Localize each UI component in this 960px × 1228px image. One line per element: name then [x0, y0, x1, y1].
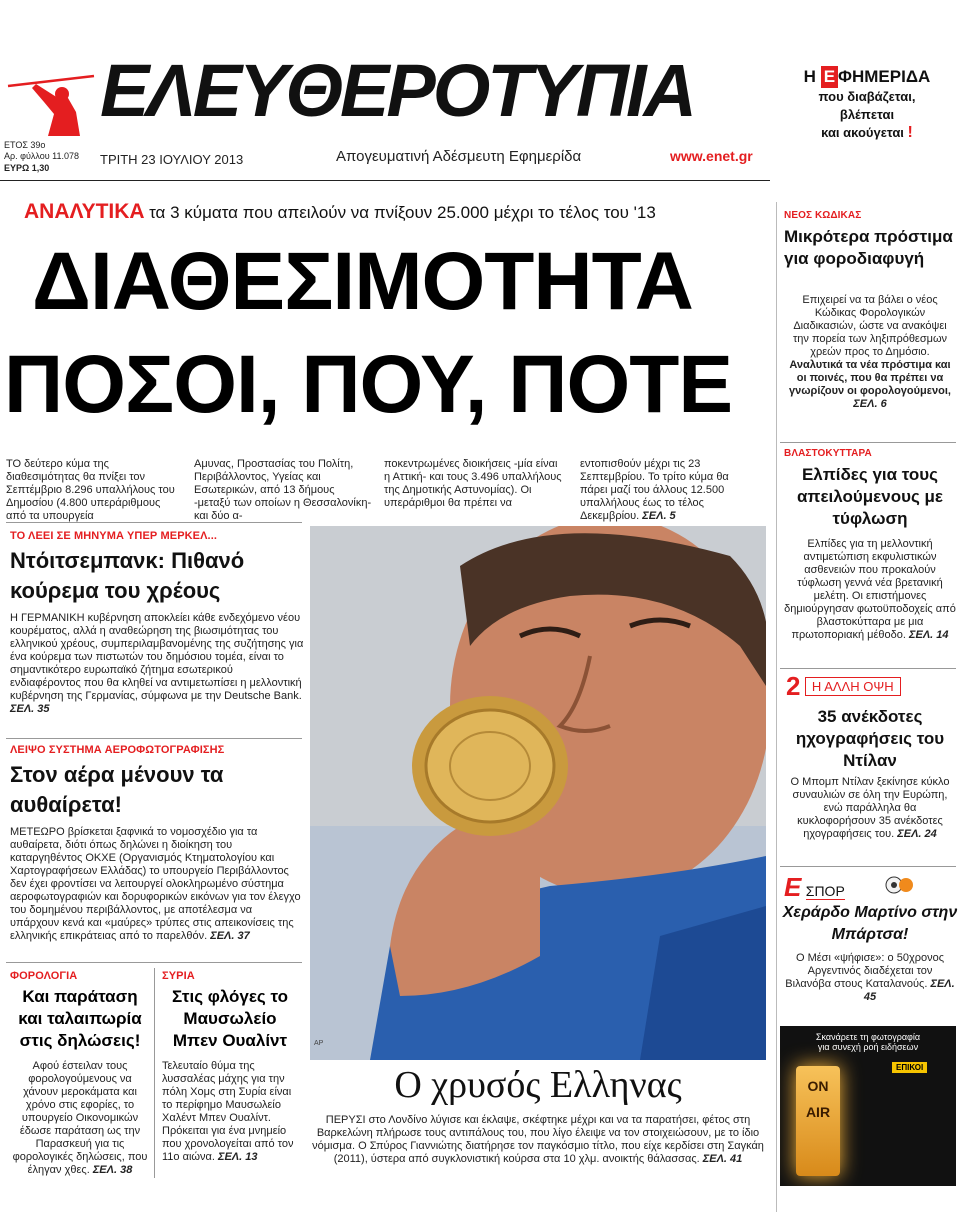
photo-caption-title[interactable]: Ο χρυσός Ελληνας [394, 1064, 682, 1106]
lead-col-4-text: εντοπισθούν μέχρι τις 23 Σεπτεμβρίου. Το τρίτο κύμα θα πάρει μαζί του άλλους 12.500 υπαλλήλους έως το τέλος Δεκεμβρίου. [580, 458, 729, 522]
code-sel[interactable]: ΣΕΛ. 6 [853, 398, 887, 410]
lead-headline-1[interactable]: ΔΙΑΘΕΣΙΜΟΤΗΤΑ [32, 236, 693, 327]
lead-col-4 [580, 458, 756, 523]
lead-photo[interactable] [310, 526, 766, 1060]
tax-kicker: ΦΟΡΟΛΟΓΙΑ [10, 970, 78, 982]
dylan-body [784, 776, 956, 841]
lead-sel[interactable]: ΣΕΛ. 5 [642, 510, 676, 522]
runner-figure-icon [6, 72, 98, 138]
promo-line1: που διαβάζεται, [818, 89, 916, 104]
syria-sel[interactable]: ΣΕΛ. 13 [217, 1151, 258, 1163]
sport-body [784, 952, 956, 1004]
promo-box [774, 66, 960, 142]
dylan-body-text: Ο Μπομπ Ντίλαν ξεκίνησε κύκλο συναυλιών σε όλη την Ευρώπη, ενώ παράλληλα θα κυκλοφορήσουν 35 ανέκδοτες ηχογραφήσεις του. [790, 776, 950, 840]
issue-year: ΕΤΟΣ 39ο [4, 140, 46, 150]
sport-e: Ε [784, 872, 802, 902]
tax-headline[interactable]: Και παράταση και ταλαιπωρία στις δηλώσεις! [18, 987, 142, 1050]
issue-price: ΕΥΡΩ 1,30 [4, 163, 50, 173]
code-body-text: Επιχειρεί να τα βάλει ο νέος Κώδικας Φορολογικών Διαδικασιών, ώστε να ανακόψει την πορεία των ληξιπρόθεσμων χρεών προς το Δημόσιο. [792, 294, 948, 358]
sport-body-text: Ο Μέσι «ψήφισε»: ο 50χρονος Αργεντινός διαδέχεται τον Βιλανόβα στους Καταλανούς. [785, 952, 945, 990]
ad-brand: ΕΠΙΚΟΙ [892, 1062, 927, 1073]
code-kicker: ΝΕΟΣ ΚΩΔΙΚΑΣ [784, 210, 862, 221]
code-body [784, 294, 956, 411]
lead-col-2: Αμυνας, Προστασίας του Πολίτη, Περιβάλλοντος, Υγείας και Εσωτερικών, από 13 δήμους -μεταξύ των οποίων η Θεσσαλονίκη- και δύο α- [194, 458, 372, 522]
lead-col-1: ΤΟ δεύτερο κύμα της διαθεσιμότητας θα πνίξει τον Σεπτέμβριο 8.296 υπαλλήλους του Δημοσίου (4.800 υπεράριθμους από τα υπουργεία [6, 458, 175, 522]
syria-kicker: ΣΥΡΙΑ [162, 970, 195, 982]
masthead-rule [0, 180, 770, 181]
lead-kicker: ΑΝΑΛΥΤΙΚΑ [24, 200, 145, 223]
merkel-kicker: ΤΟ ΛΕΕΙ ΣΕ ΜΗΝΥΜΑ ΥΠΕΡ ΜΕΡΚΕΛ... [10, 530, 218, 542]
photo-caption [312, 1114, 764, 1166]
stem-kicker: ΒΛΑΣΤΟΚΥΤΤΑΡΑ [784, 448, 872, 459]
onair-ad[interactable] [780, 1026, 956, 1186]
website-link[interactable]: www.enet.gr [670, 148, 753, 164]
ball-icon [884, 874, 914, 896]
lead-col-3: ποκεντρωμένες διοικήσεις -μία είναι η Αττική- και τους 3.496 υπαλλήλους της Δημοτικής Αστυνομίας). Οι υπεράριθμοι θα πρέπει να [384, 458, 562, 509]
tax-sel[interactable]: ΣΕΛ. 38 [92, 1164, 133, 1176]
stem-sel[interactable]: ΣΕΛ. 14 [909, 629, 949, 641]
aerial-headline[interactable]: Στον αέρα μένουν τα αυθαίρετα! [10, 762, 224, 817]
lead-deck [24, 200, 754, 224]
swimmer-illustration [310, 526, 766, 1060]
stem-body-text: Ελπίδες για τη μελλοντική αντιμετώπιση εκφυλιστικών ασθενειών που προκαλούν τύφλωση γεννά νέα βρετανική μελέτη. Οι επιστήμονες δημιούργησαν φωτοϋποδοχείς από βλαστοκύτταρα με μια πρωτοποριακή μέθοδο. [784, 538, 956, 641]
merkel-body [10, 612, 304, 716]
masthead [0, 0, 960, 190]
promo-excl: ! [907, 124, 913, 141]
merkel-body-text: Η ΓΕΡΜΑΝΙΚΗ κυβέρνηση αποκλείει κάθε ενδεχόμενο νέου κουρέματος, αλλά η αναθεώρηση της βιωσιμότητας του ελληνικού χρέους, συμπεριλαμβανομένης της συζήτησης για ένα κούρεμα των πιστωτών του δημόσιου τομέα, είναι το σημαντικότερο ευρωπαϊκό ζήτημα εσωτερικού ενδιαφέροντος που θα κληθεί να αντιμετωπίσει η μελλοντική κυβέρνηση της Γερμανίας, σύμφωνα με την Deutsche Bank. [10, 612, 304, 702]
sport-text: ΣΠΟΡ [805, 883, 845, 899]
promo-e: Ε [821, 66, 838, 88]
other-side-number: 2 [786, 671, 801, 701]
masthead-title: ΕΛΕΥΘΕΡΟΤΥΠΙΑ [100, 49, 694, 132]
promo-word: ΦΗΜΕΡΙΔΑ [838, 67, 931, 86]
other-side-text: Η ΑΛΛΗ ΟΨΗ [805, 677, 901, 696]
promo-line2: βλέπεται [839, 107, 895, 122]
stem-headline[interactable]: Ελπίδες για τους απειλούμενους με τύφλωση [796, 465, 944, 528]
merkel-sel[interactable]: ΣΕΛ. 35 [10, 703, 50, 715]
syria-body [162, 1060, 302, 1164]
onair-sign [796, 1066, 840, 1176]
aerial-body-text: ΜΕΤΕΩΡΟ βρίσκεται ξαφνικά το νομοσχέδιο για τα αυθαίρετα, διότι όπως δηλώνει η διοίκηση του καταργηθέντος ΟΚΧΕ (Οργανισμός Κτηματολογίου και Χαρτογραφήσεων Ελλάδας) το υπουργείο Περιβάλλοντος δεν έχει φροντίσει να λειτουργεί ολοκληρωμένο σύστημα αεροφωτογραφιών και δορυφορικών εικόνων για τον έλεγχο του δομημένου περιβάλλοντος, με αποτέλεσμα να υπάρχουν κενά και «μαύρες» τρύπες στις απεικονίσεις της ελληνικής επικράτειας από το παρελθόν. [10, 826, 301, 942]
issue-number: Αρ. φύλλου 11.078 [4, 151, 80, 161]
photo-sel[interactable]: ΣΕΛ. 41 [702, 1153, 743, 1165]
syria-headline[interactable]: Στις φλόγες το Μαυσωλείο Μπεν Ουαλίντ [172, 987, 288, 1050]
tax-body [10, 1060, 150, 1177]
promo-h: Η [803, 67, 816, 86]
issue-date: ΤΡΙΤΗ 23 ΙΟΥΛΙΟΥ 2013 [100, 152, 244, 167]
code-headline[interactable]: Μικρότερα πρόστιμα για φοροδιαφυγή [784, 227, 953, 268]
other-side-label [786, 672, 901, 700]
dylan-sel[interactable]: ΣΕΛ. 24 [897, 828, 937, 840]
masthead-subtitle: Απογευματινή Αδέσμευτη Εφημερίδα [336, 148, 582, 165]
lead-deck-text: τα 3 κύματα που απειλούν να πνίξουν 25.000 μέχρι το τέλος του '13 [149, 203, 656, 222]
tax-body-text: Αφού έστειλαν τους φορολογούμενους να χάνουν μεροκάματα και χρόνο στις εφορίες, το υπουργείο Οικονομικών έδωσε παράταση ως την Παρασκευή για τις φορολογικές δηλώσεις, που έληγαν χθες. [12, 1060, 148, 1176]
sport-label [784, 872, 845, 903]
aerial-kicker: ΛΕΙΨΟ ΣΥΣΤΗΜΑ ΑΕΡΟΦΩΤΟΓΡΑΦΙΣΗΣ [10, 744, 225, 756]
merkel-headline[interactable]: Ντόιτσεμπανκ: Πιθανό κούρεμα του χρέους [10, 548, 245, 603]
ad-line-1: Σκανάρετε τη φωτογραφία [815, 1032, 921, 1042]
stem-body [784, 538, 956, 642]
aerial-sel[interactable]: ΣΕΛ. 37 [210, 930, 250, 942]
photo-credit: AP [314, 1040, 324, 1047]
syria-body-text: Τελευταίο θύμα της λυσσαλέας μάχης για την πόλη Χομς στη Συρία είναι το περίφημο Μαυσωλείο Χαλέντ Μπεν Ουαλίντ. Πρόκειται για ένα μνημείο που χρονολογείται από τον 11ο αιώνα. [162, 1060, 294, 1163]
onair-sign-2: AIR [805, 1104, 831, 1120]
dylan-headline[interactable]: 35 ανέκδοτες ηχογραφήσεις του Ντίλαν [795, 707, 945, 770]
sport-headline[interactable]: Χεράρδο Μαρτίνο στην Μπάρτσα! [782, 904, 958, 943]
aerial-body [10, 826, 304, 943]
onair-sign-1: ON [807, 1078, 829, 1094]
photo-caption-text: ΠΕΡΥΣΙ στο Λονδίνο λύγισε και έκλαψε, σκέφτηκε μέχρι και να τα παρατήσει, φέτος στη Βαρκελώνη πλήρωσε τους αντιπάλους του, που λίγο έλειψε να τον στοιχειώσουν, με το ίδιο νόμισμα. Ο Σπύρος Γιαννιώτης διατήρησε τον παγκόσμιο τίτλο, που είχε κερδίσει στη Σαγκάη (2011), ύστερα από συγκλονιστική κούρσα στα 10 χλμ. ανοικτής θάλασσας. [312, 1114, 764, 1165]
ad-line-2: για συνεχή ροή ειδήσεων [817, 1042, 919, 1052]
promo-line3: και ακούγεται [821, 125, 904, 140]
lead-headline-2[interactable]: ΠΟΣΟΙ, ΠΟΥ, ΠΟΤΕ [4, 339, 733, 430]
sport-sel[interactable]: ΣΕΛ. 45 [863, 978, 955, 1003]
code-body-bold: Αναλυτικά τα νέα πρόστιμα και οι ποινές, που θα πρέπει να γνωρίζουν οι φορολογούμενοι, [789, 359, 951, 397]
